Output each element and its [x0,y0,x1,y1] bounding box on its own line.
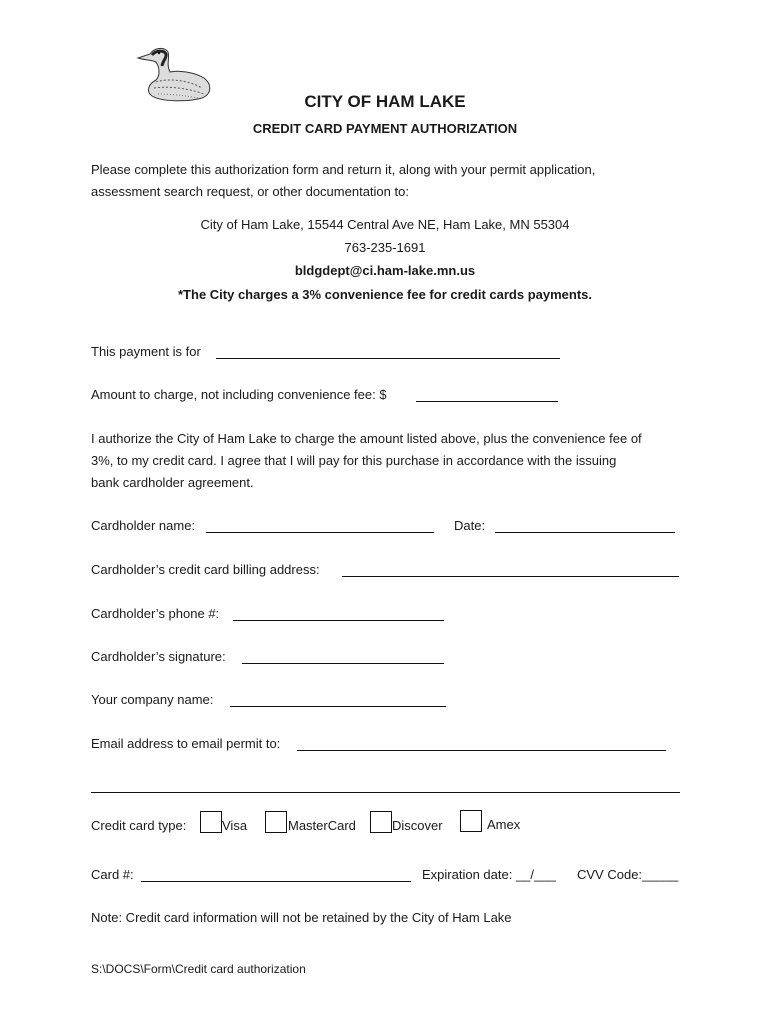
mastercard-checkbox[interactable] [265,811,287,833]
card-number-label: Card #: [91,867,134,882]
amount-field[interactable] [416,401,558,402]
visa-label: Visa [222,818,248,833]
company-name-label: Your company name: [91,692,214,707]
retention-note: Note: Credit card information will not be retained by the City of Ham Lake [91,910,512,925]
email-permit-field[interactable] [297,750,666,751]
visa-checkbox[interactable] [200,811,222,833]
card-number-field[interactable] [141,881,411,882]
billing-address-label: Cardholder’s credit card billing address: [91,562,320,577]
payment-for-field[interactable] [216,358,560,359]
cardholder-signature-label: Cardholder’s signature: [91,649,226,664]
contact-email: bldgdept@ci.ham-lake.mn.us [294,263,476,278]
section-divider [91,792,680,793]
company-name-field[interactable] [230,706,446,707]
cardholder-name-label: Cardholder name: [91,518,196,533]
cardholder-signature-field[interactable] [242,663,444,664]
email-permit-label: Email address to email permit to: [91,736,281,751]
phone-number: 763-235-1691 [344,240,426,255]
city-title: CITY OF HAM LAKE [304,92,466,111]
form-title: CREDIT CARD PAYMENT AUTHORIZATION [252,121,518,136]
amex-checkbox[interactable] [460,810,482,832]
authorization-line-2: 3%, to my credit card. I agree that I will pay for this purchase in accordance with the issuing [91,453,617,468]
fee-note: *The City charges a 3% convenience fee for credit cards payments. [178,287,592,302]
cardholder-phone-field[interactable] [233,620,444,621]
amex-label: Amex [487,817,521,832]
cardholder-phone-label: Cardholder’s phone #: [91,606,220,621]
cardholder-name-field[interactable] [206,532,434,533]
date-field[interactable] [495,532,675,533]
discover-checkbox[interactable] [370,811,392,833]
payment-for-label: This payment is for [91,344,201,359]
authorization-line-1: I authorize the City of Ham Lake to charge the amount listed above, plus the convenience fee of [91,431,642,446]
cvv-code-label[interactable]: CVV Code:_____ [577,867,679,882]
discover-label: Discover [392,818,443,833]
mailing-address: City of Ham Lake, 15544 Central Ave NE, Ham Lake, MN 55304 [200,217,570,232]
expiration-date-label[interactable]: Expiration date: __/___ [422,867,556,882]
intro-line-1: Please complete this authorization form and return it, along with your permit application, [91,162,596,177]
billing-address-field[interactable] [342,576,679,577]
date-label: Date: [454,518,486,533]
authorization-line-3: bank cardholder agreement. [91,475,254,490]
amount-label: Amount to charge, not including convenience fee: $ [91,387,387,402]
mastercard-label: MasterCard [288,818,356,833]
card-type-label: Credit card type: [91,818,187,833]
file-path-footer: S:\DOCS\Form\Credit card authorization [91,962,306,976]
intro-line-2: assessment search request, or other documentation to: [91,184,409,199]
